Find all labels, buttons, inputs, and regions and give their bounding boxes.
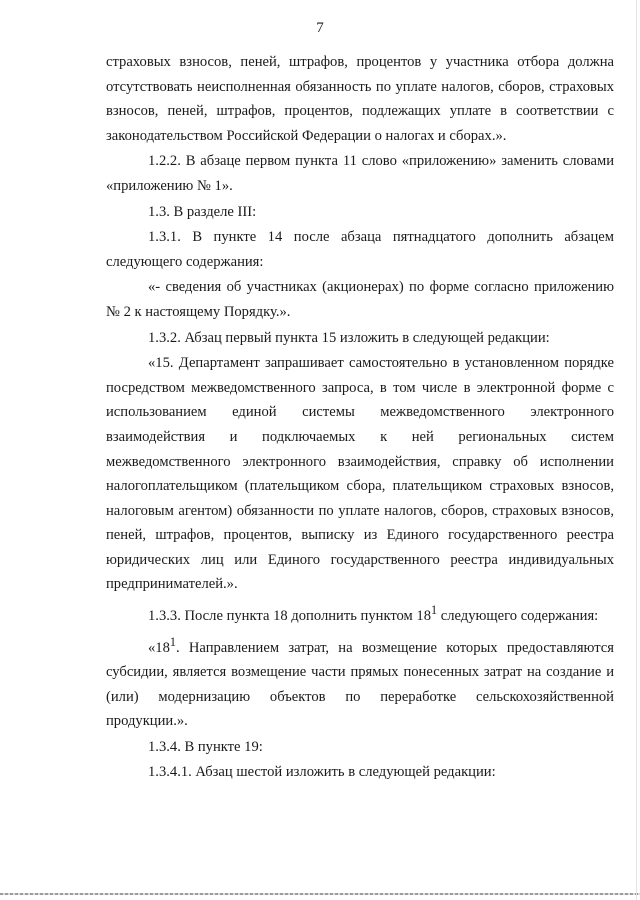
paragraph-1-3-4-1: 1.3.4.1. Абзац шестой изложить в следующей редакции: <box>148 764 496 781</box>
superscript-one: 1 <box>431 603 438 618</box>
paragraph-1-3-3-text-end: следующего содержания: <box>437 607 599 624</box>
paragraph-1-3: 1.3. В разделе III: <box>148 203 257 220</box>
page-number: 7 <box>316 20 324 36</box>
paragraph-quote-18-1 <box>106 630 614 734</box>
paragraph-1-3-1: 1.3.1. В пункте 14 после абзаца пятнадцатого дополнить абзацем следующего содержания: <box>106 229 614 270</box>
paragraph-quote-15: «15. Департамент запрашивает самостоятельно в установленном порядке посредством межведомственного запроса, в том числе в электронной форме с использованием единой системы межведомственного электронного взаимодействия и подключаемых к ней региональных систем межведомственного электронного взаимодействия, справку об исполнении налогоплательщиком (плательщиком сбора, плательщиком страховых взносов, налоговым агентом) обязанности по уплате налогов, сборов, страховых взносов, пеней, штрафов, процентов, выписку из Единого государственного реестра юридических лиц или Единого государственного реестра индивидуальных предпринимателей.». <box>106 355 614 593</box>
paragraph-continuation: страховых взносов, пеней, штрафов, процентов у участника отбора должна отсутствовать неисполненная обязанность по уплате налогов, сборов, страховых взносов, пеней, штрафов, процентов, подлежащих уплате в соответствии с законодательством Российской Федерации о налогах и сборах.». <box>106 54 614 144</box>
paragraph-1-3-2: 1.3.2. Абзац первый пункта 15 изложить в следующей редакции: <box>148 329 550 346</box>
document-body <box>106 50 614 785</box>
paragraph-1-3-3 <box>106 598 614 628</box>
paragraph-1-3-4: 1.3.4. В пункте 19: <box>148 738 263 755</box>
paragraph-1-3-3-text-start: 1.3.3. После пункта 18 дополнить пунктом 18 <box>148 607 432 624</box>
paragraph-quote-18-1-end: . Направлением затрат, на возмещение которых предоставляются субсидии, является возмещение части прямых понесенных затрат на создание и (или) модернизацию объектов по переработке сельскохозяйственной продукции.». <box>106 639 614 730</box>
superscript-one: 1 <box>169 634 176 649</box>
paragraph-quote-18-1-start: «18 <box>148 639 170 656</box>
paragraph-1-2-2: 1.2.2. В абзаце первом пункта 11 слово «приложению» заменить словами «приложению № 1». <box>106 153 614 194</box>
paragraph-quote-participants: «- сведения об участниках (акционерах) по форме согласно приложению № 2 к настоящему Порядку.». <box>106 279 614 320</box>
scan-right-edge <box>636 0 637 900</box>
scan-bottom-edge <box>0 893 640 895</box>
